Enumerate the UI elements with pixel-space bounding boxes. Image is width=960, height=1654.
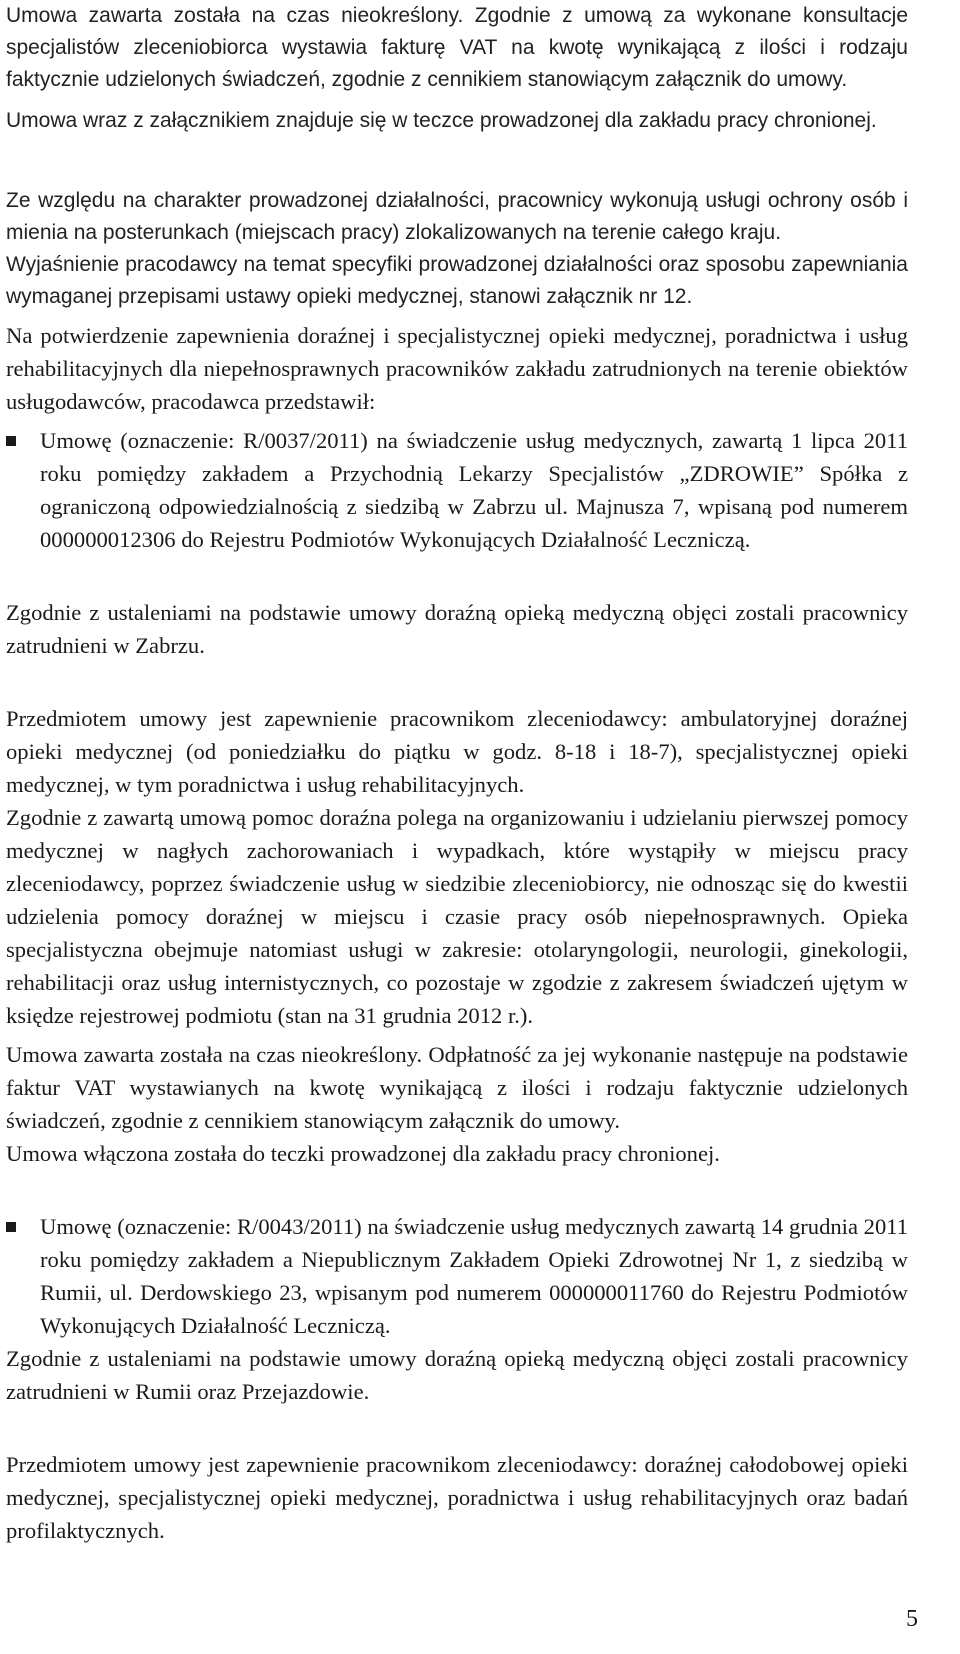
paragraph-employer-explanation: Wyjaśnienie pracodawcy na temat specyfiki prowadzonej działalności oraz sposobu zapewniania wymaganej przepisami ustawy opieki medycznej, stanowi załącznik nr 12. <box>6 253 908 308</box>
bullet-text: Umowę (oznaczenie: R/0043/2011) na świadczenie usług medycznych zawartą 14 grudnia 2011 roku pomiędzy zakładem a Niepublicznym Zakładem Opieki Zdrowotnej Nr 1, z siedzibą w Rumii, ul. Derdowskiego 23, wpisanym pod numerem 000000011760 do Rejestru Podmiotów Wykonujących Działalność Leczniczą. <box>40 1214 908 1338</box>
document-page <box>6 0 908 1547</box>
bullet-item-contract-zdrowie <box>6 424 908 556</box>
page-number: 5 <box>906 1606 918 1632</box>
square-bullet-icon <box>6 1222 16 1232</box>
square-bullet-icon <box>6 436 16 446</box>
bullet-item-contract-rumia <box>6 1210 908 1342</box>
paragraph-contract-subject-1: Przedmiotem umowy jest zapewnienie pracownikom zleceniodawcy: ambulatoryjnej doraźnej opieki medycznej (od poniedziałku do piątku w godz. 8-18 i 18-7), specjalistycznej opieki medycznej, w tym poradnictwa i usług rehabilitacyjnych. <box>6 706 908 797</box>
paragraph-contract-folder: Umowa włączona została do teczki prowadzonej dla zakładu pracy chronionej. <box>6 1141 720 1166</box>
paragraph-contract-term: Umowa zawarta została na czas nieokreślony. Zgodnie z umową za wykonane konsultacje specjalistów zleceniobiorca wystawia fakturę VAT na kwotę wynikającą z ilości i rodzaju faktycznie udzielonych świadczeń, zgodnie z cennikiem stanowiącym załącznik do umowy. <box>6 4 908 91</box>
paragraph-emergency-help: Zgodnie z zawartą umową pomoc doraźna polega na organizowaniu i udzielaniu pierwszej pomocy medycznej w nagłych zachorowaniach i wypadkach, które wystąpiły w miejscu pracy zleceniodawcy, poprzez świadczenie usług w siedzibie zleceniobiorcy, nie odnosząc się do kwestii udzielenia pomocy doraźnej w miejscu i czasie pracy osób niepełnosprawnych. Opieka specjalistyczna obejmuje natomiast usługi w zakresie: otolaryngologii, neurologii, ginekologii, rehabilitacji oraz usług internistycznych, co pozostaje w zgodzie z zakresem świadczeń ujętym w księdze rejestrowej podmiotu (stan na 31 grudnia 2012 r.). <box>6 805 908 1028</box>
bullet-text: Umowę (oznaczenie: R/0037/2011) na świadczenie usług medycznych, zawartą 1 lipca 2011 roku pomiędzy zakładem a Przychodnią Lekarzy Specjalistów „ZDROWIE” Spółka z ograniczoną odpowiedzialnością z siedzibą w Zabrzu ul. Majnusza 7, wpisaną pod numerem 000000012306 do Rejestru Podmiotów Wykonujących Działalność Leczniczą. <box>40 428 908 552</box>
paragraph-coverage-rumia: Zgodnie z ustaleniami na podstawie umowy doraźną opieką medyczną objęci zostali pracownicy zatrudnieni w Rumii oraz Przejazdowie. <box>6 1346 908 1404</box>
paragraph-contract-subject-2: Przedmiotem umowy jest zapewnienie pracownikom zleceniodawcy: doraźnej całodobowej opieki medycznej, specjalistycznej opieki medycznej, poradnictwa i usług rehabilitacyjnych oraz badań profilaktycznych. <box>6 1452 908 1543</box>
paragraph-contract-payment: Umowa zawarta została na czas nieokreślony. Odpłatność za jej wykonanie następuje na podstawie faktur VAT wystawianych na kwotę wynikającą z ilości i rodzaju faktycznie udzielonych świadczeń, zgodnie z cennikiem stanowiącym załącznik do umowy. <box>6 1042 908 1133</box>
paragraph-contract-attachment: Umowa wraz z załącznikiem znajduje się w teczce prowadzonej dla zakładu pracy chronionej. <box>6 109 877 132</box>
paragraph-coverage-zabrze: Zgodnie z ustaleniami na podstawie umowy doraźną opieką medyczną objęci zostali pracownicy zatrudnieni w Zabrzu. <box>6 600 908 658</box>
paragraph-confirmation-intro: Na potwierdzenie zapewnienia doraźnej i specjalistycznej opieki medycznej, poradnictwa i usług rehabilitacyjnych dla niepełnosprawnych pracowników zakładu zatrudnionych na terenie obiektów usługodawców, pracodawca przedstawił: <box>6 323 908 414</box>
paragraph-activity-character: Ze względu na charakter prowadzonej działalności, pracownicy wykonują usługi ochrony osób i mienia na posterunkach (miejscach pracy) zlokalizowanych na terenie całego kraju. <box>6 189 908 244</box>
